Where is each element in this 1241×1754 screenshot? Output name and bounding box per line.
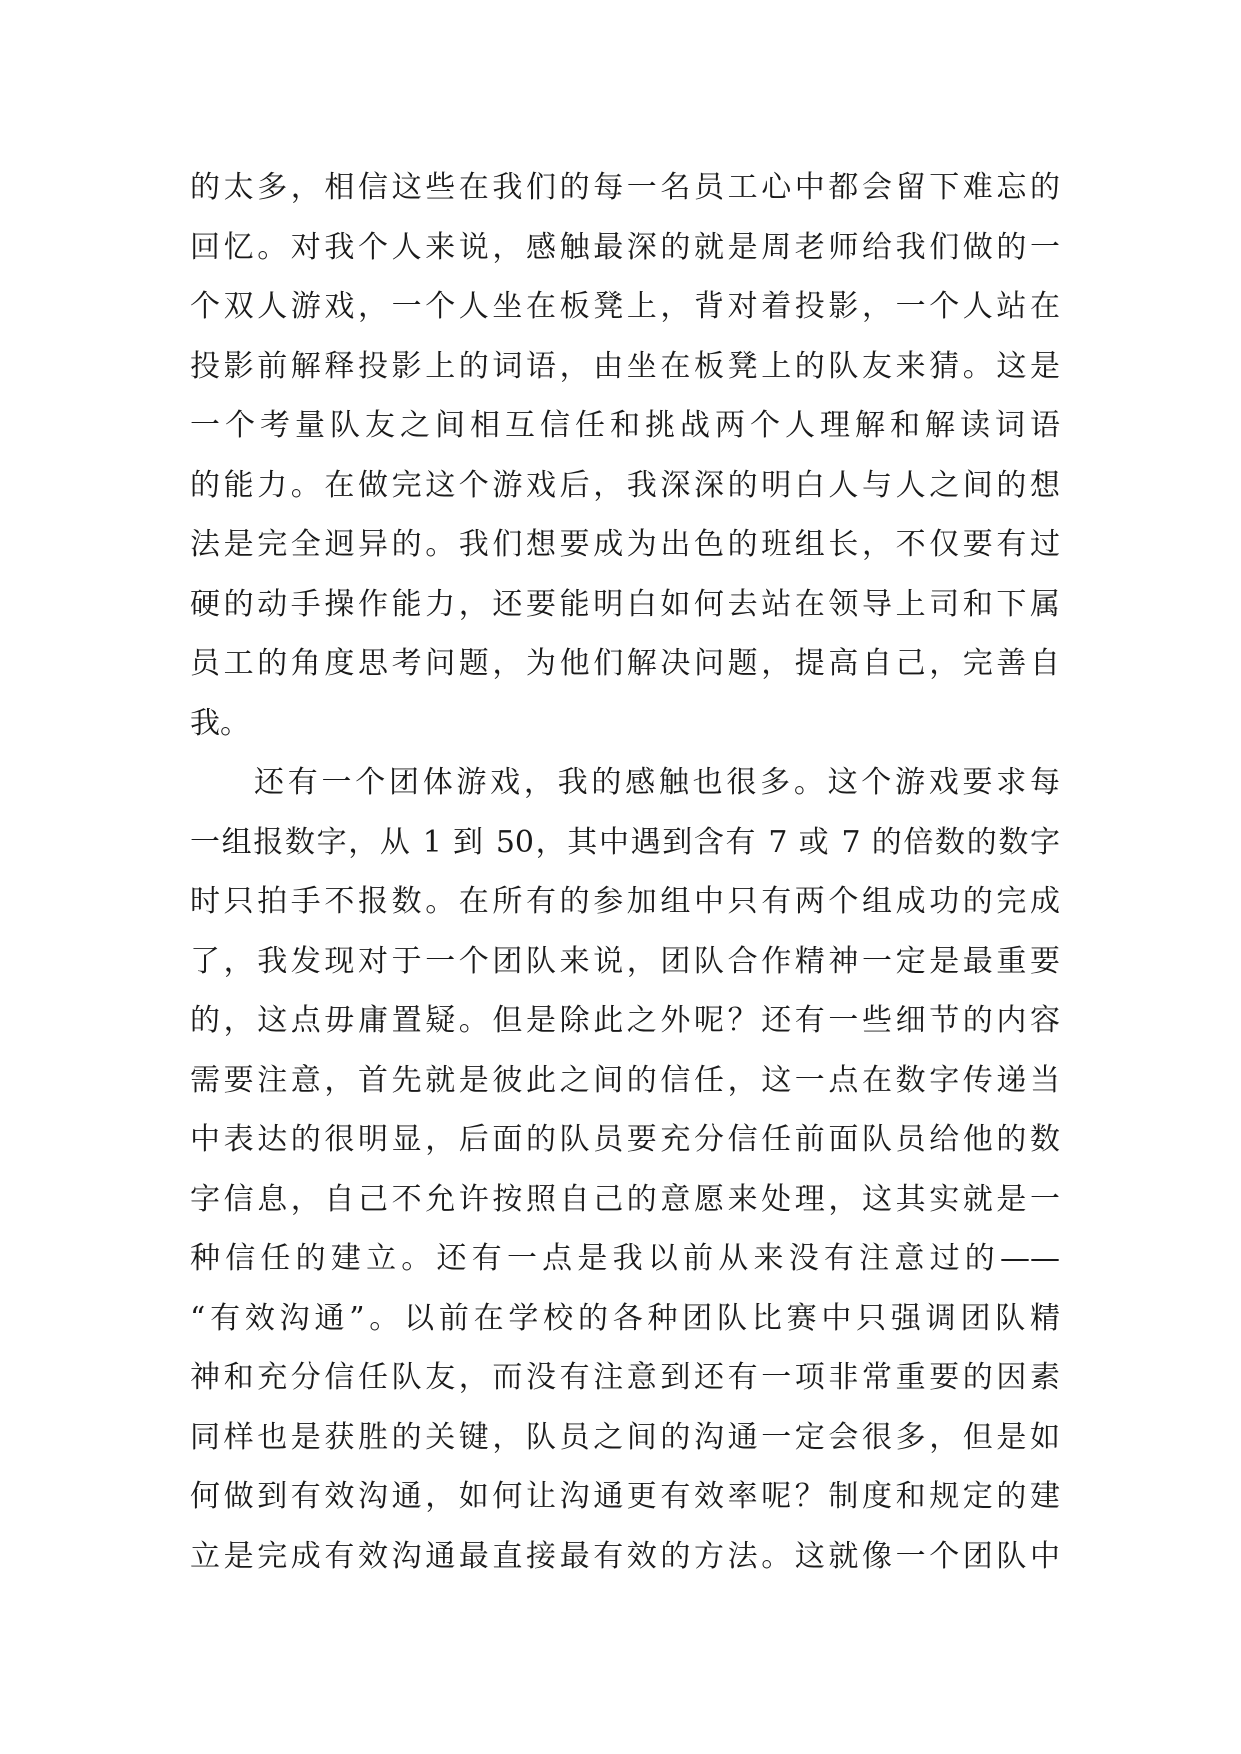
paragraph-2-line-7: 中表达的很明显，后面的队员要充分信任前面队员给他的数 — [190, 1122, 1060, 1157]
document-body — [190, 158, 1060, 1586]
paragraph-1-line-9: 员工的角度思考问题，为他们解决问题，提高自己，完善自 — [190, 646, 1060, 681]
paragraph-1-line-1: 的太多，相信这些在我们的每一名员工心中都会留下难忘的 — [190, 170, 1060, 205]
paragraph-2-line-12: 同样也是获胜的关键，队员之间的沟通一定会很多，但是如 — [190, 1419, 1060, 1455]
paragraph-2-line-5: 的，这点毋庸置疑。但是除此之外呢？还有一些细节的内容 — [190, 1003, 1060, 1038]
paragraph-2-line-14: 立是完成有效沟通最直接最有效的方法。这就像一个团队中 — [190, 1538, 1060, 1574]
paragraph-1-line-6: 的能力。在做完这个游戏后，我深深的明白人与人之间的想 — [190, 467, 1060, 503]
paragraph-2-line-6: 需要注意，首先就是彼此之间的信任，这一点在数字传递当 — [190, 1062, 1060, 1098]
paragraph-2-line-1: 还有一个团体游戏，我的感触也很多。这个游戏要求每 — [254, 765, 1060, 800]
paragraph-1-line-2: 回忆。对我个人来说，感触最深的就是周老师给我们做的一 — [190, 229, 1060, 265]
paragraph-1-line-3: 个双人游戏，一个人坐在板凳上，背对着投影，一个人站在 — [190, 289, 1060, 324]
paragraph-2-line-8: 字信息，自己不允许按照自己的意愿来处理，这其实就是一 — [190, 1181, 1060, 1217]
paragraph-2-line-11: 神和充分信任队友，而没有注意到还有一项非常重要的因素 — [190, 1360, 1060, 1395]
paragraph-1-line-7: 法是完全迥异的。我们想要成为出色的班组长，不仅要有过 — [190, 527, 1060, 562]
paragraph-1-line-10: 我。 — [190, 705, 250, 741]
paragraph-2-line-13: 何做到有效沟通，如何让沟通更有效率呢？制度和规定的建 — [190, 1479, 1060, 1514]
paragraph-2-line-9: 种信任的建立。还有一点是我以前从来没有注意过的—— — [190, 1241, 1060, 1276]
paragraph-1-line-8: 硬的动手操作能力，还要能明白如何去站在领导上司和下属 — [190, 586, 1060, 622]
paragraph-1-line-4: 投影前解释投影上的词语，由坐在板凳上的队友来猜。这是 — [190, 348, 1060, 384]
paragraph-2-line-3: 时只拍手不报数。在所有的参加组中只有两个组成功的完成 — [190, 884, 1060, 919]
paragraph-2-line-4: 了，我发现对于一个团队来说，团队合作精神一定是最重要 — [190, 943, 1060, 979]
paragraph-1-line-5: 一个考量队友之间相互信任和挑战两个人理解和解读词语 — [190, 408, 1060, 443]
paragraph-2-line-2: 一组报数字，从 1 到 50，其中遇到含有 7 或 7 的倍数的数字 — [190, 824, 1060, 860]
paragraph-2-line-10: “有效沟通”。以前在学校的各种团队比赛中只强调团队精 — [190, 1300, 1060, 1336]
